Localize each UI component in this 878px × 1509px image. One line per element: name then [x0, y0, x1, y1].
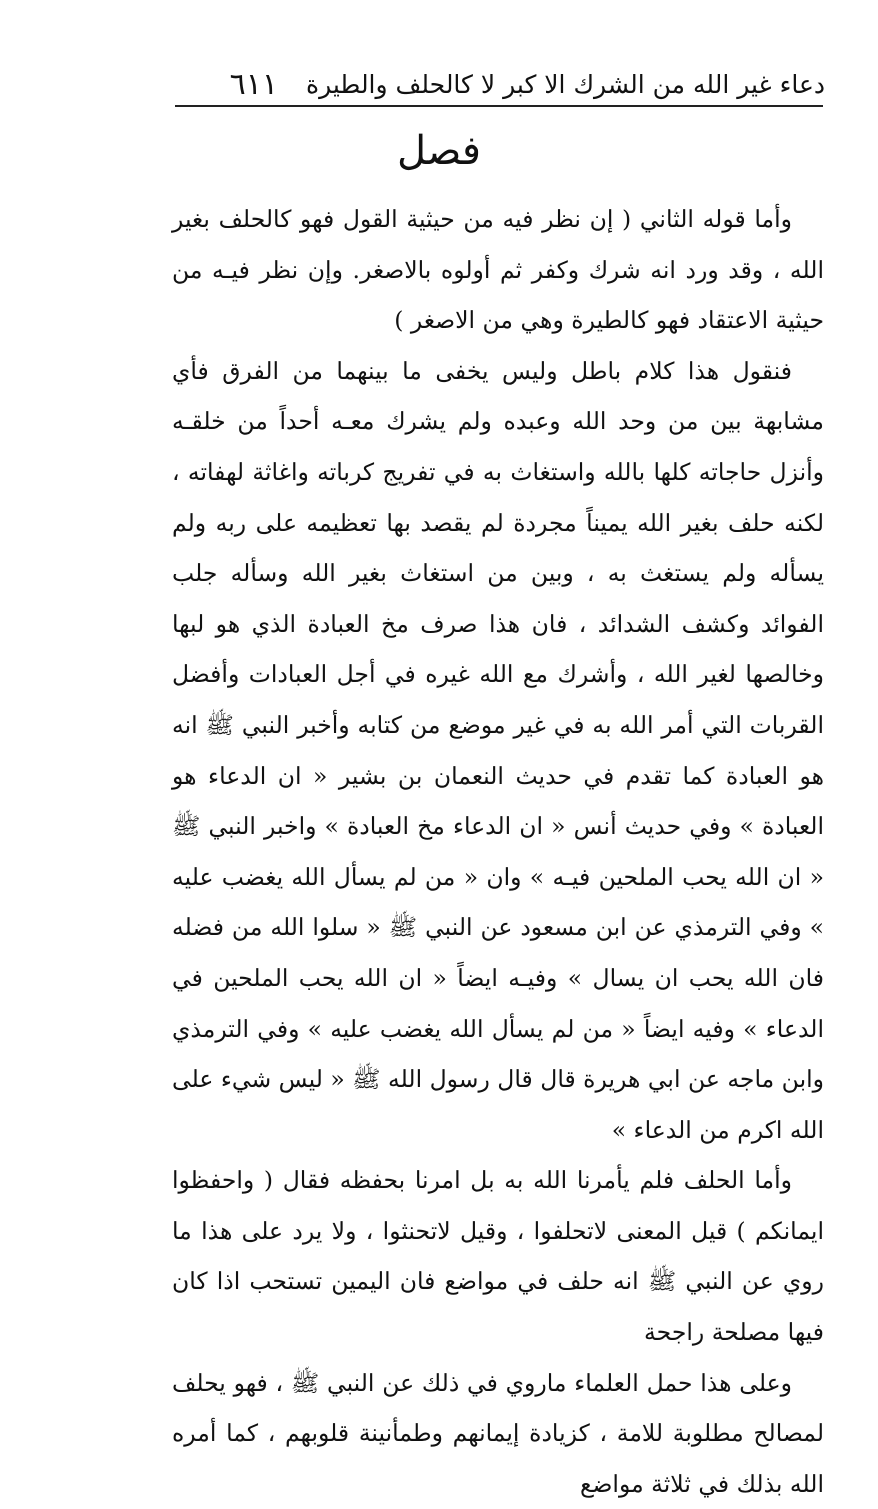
- running-header: [175, 64, 825, 104]
- paragraph: وعلى هذا حمل العلماء ماروي في ذلك عن النبي ﷺ ، فهو يحلف لمصالح مطلوبة للامة ، كزيادة إيمانهم وطمأنينة قلوبهم ، كما أمره الله بذلك في ثلاثة مواضع: [172, 1368, 824, 1498]
- paragraph: وأما الحلف فلم يأمرنا الله به بل امرنا بحفظه فقال ( واحفظوا ايمانكم ) قيل المعنى لاتحلفوا ، وقيل لاتحنثوا ، ولا يرد على هذا ما روي عن النبي ﷺ انه حلف في مواضع فان اليمين تستحب اذا كان فيها مصلحة راجحة: [172, 1166, 824, 1347]
- section-title: فصل: [396, 128, 482, 174]
- header-rule: [175, 105, 823, 107]
- body-text: [172, 194, 824, 1509]
- paragraph: وأما قوله الثاني ( إن نظر فيه من حيثية القول فهو كالحلف بغير الله ، وقد ورد انه شرك وكفر ثم أولوه بالاصغر. وإن نظر فيـه من حيثية الاعتقاد فهو كالطيرة وهي من الاصغر ): [172, 205, 824, 335]
- paragraph: فنقول هذا كلام باطل وليس يخفى ما بينهما من الفرق فأي مشابهة بين من وحد الله وعبده ولم يشرك معـه أحداً من خلقـه وأنزل حاجاته كلها بالله واستغاث به في تفريج كرباته واغاثة لهفاته ، لكنه حلف بغير الله يميناً مجردة لم يقصد بها تعظيمه على ربه ولم يسأله ولم يستغث به ، وبين من استغاث بغير الله وسأله جلب الفوائد وكشف الشدائد ، فان هذا صرف مخ العبادة الذي هو لبها وخالصها لغير الله ، وأشرك مع الله غيره في أجل العبادات وأفضل القربات التي أمر الله به في غير موضع من كتابه وأخبر النبي ﷺ انه هو العبادة كما تقدم في حديث النعمان بن بشير « ان الدعاء هو العبادة » وفي حديث أنس « ان الدعاء مخ العبادة » واخبر النبي ﷺ « ان الله يحب الملحين فيـه » وان « من لم يسأل الله يغضب عليه » وفي الترمذي عن ابن مسعود عن النبي ﷺ « سلوا الله من فضله فان الله يحب ان يسال » وفيـه ايضاً « ان الله يحب الملحين في الدعاء » وفيه ايضاً « من لم يسأل الله يغضب عليه » وفي الترمذي وابن ماجه عن ابي هريرة قال قال رسول الله ﷺ « ليس شيء على الله اكرم من الدعاء »: [172, 356, 824, 1144]
- page-number: ٦١١: [229, 66, 278, 102]
- running-title: دعاء غير الله من الشرك الا كبر لا كالحلف والطيرة: [306, 69, 825, 99]
